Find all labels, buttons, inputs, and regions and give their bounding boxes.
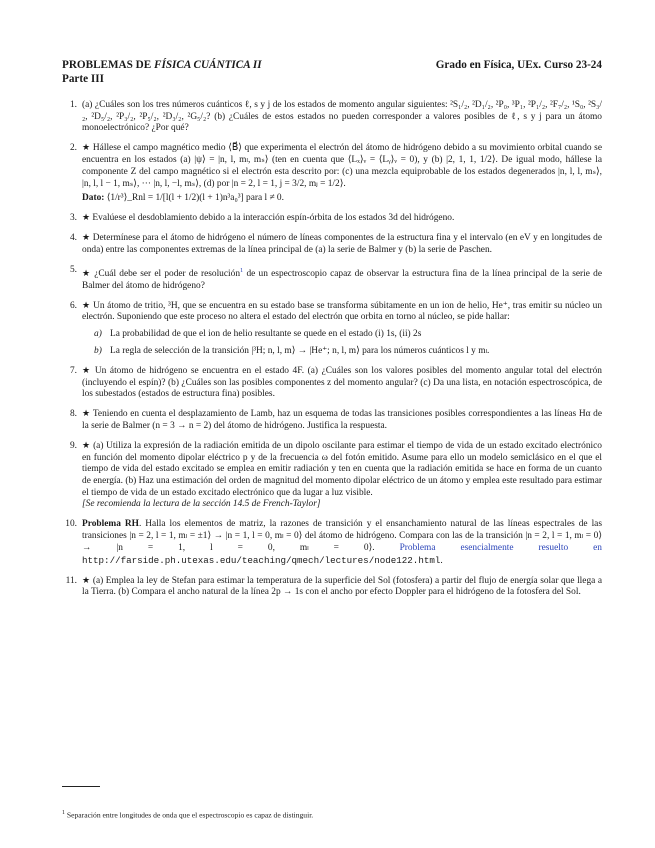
problem-data-line <box>82 193 602 205</box>
solution-url[interactable]: http://farside.ph.utexas.edu/teaching/qmech/lectures/node122.html <box>82 554 441 566</box>
subitem-label: a) <box>94 329 102 340</box>
course-label: Grado en Física, UEx. Curso 23-24 <box>435 59 602 71</box>
problem-text: Un átomo de tritio, ³H, que se encuentra en su estado base se transforma súbitamente en un ion de helio, He⁺, tras emitir su núcleo un electrón. Suponiendo que este proceso no altera el estado del electrón que orbita en torno al núcleo, se pide hallar: <box>82 300 603 323</box>
problem-number: 5. <box>69 264 77 275</box>
problem-8 <box>62 409 602 432</box>
footnote <box>62 808 602 821</box>
subitem-b <box>82 346 602 358</box>
star-icon: ★ <box>82 143 91 154</box>
problem-number: 2. <box>69 143 77 154</box>
problem-text: Un átomo de hidrógeno se encuentra en el estado 4F. (a) ¿Cuáles son los valores posibles del momento angular total del electrón (incluyendo el espín)? (b) ¿Cuáles son las posibles componentes z del momento angular? (c) Da una lista, en notación espectroscópica, de los subestados (estados de estructura fina) posibles. <box>82 365 602 400</box>
data-formula: ⟨1/r³⟩_Rnl = 1/[l(l + 1/2)(l + 1)n³a₀³] para l ≠ 0. <box>106 193 284 204</box>
problem-4 <box>62 233 602 256</box>
star-icon: ★ <box>82 300 91 311</box>
footnote-mark: 1 <box>62 810 65 816</box>
problem-number: 8. <box>69 409 77 420</box>
problem-bold-title: Problema RH <box>82 519 139 530</box>
problem-text: Evalúese el desdoblamiento debido a la interacción espín-órbita de los estados 3d del hidrógeno. <box>92 213 455 224</box>
problem-number: 7. <box>69 365 77 376</box>
problem-7 <box>62 366 602 401</box>
footnote-rule <box>62 786 100 787</box>
document-title: PROBLEMAS DE FÍSICA CUÁNTICA II Parte III <box>62 59 262 85</box>
subitem-text: La probabilidad de que el ion de helio resultante se quede en el estado (i) 1s, (ii) 2s <box>110 329 422 340</box>
problem-text: Hállese el campo magnético medio ⟨B⃗⟩ que experimenta el electrón del átomo de hidrógeno debido a su movimiento orbital cuando se encuentra en los estados (a) |ψ⟩ = |n, l, mₗ, mₛ⟩ (ten en cuenta que ⟨Lₓ⟩ᵥ = ⟨Lᵧ⟩ᵥ = 0), y (b) |2, 1, 1, 1/2⟩. De igual modo, hállese la componente Z del campo magnético si el electrón esta descrito por: (c) una mezcla equiprobable de los estados degenerados |n, l, l, mₛ⟩, |n, l, l − 1, mₛ⟩, ··· |n, l, −l, mₛ⟩, (d) por |n = 2, l = 1, j = 3/2, mⱼ = 1/2⟩. <box>82 143 602 189</box>
data-label: Dato: <box>82 193 105 204</box>
footnote-link[interactable]: 1 <box>240 266 244 274</box>
problem-text: Determínese para el átomo de hidrógeno el número de líneas componentes de la estructura fina y el intervalo (en eV y en longitudes de onda) entre las componentes extremas de la línea principal de (a) la serie de Balmer y (b) la serie de Paschen. <box>82 233 602 255</box>
problem-text: . Halla los elementos de matriz, la razones de transición y el ensanchamiento natural de las líneas espectrales de las transiciones |n = 2, l = 1, mₗ = ±1⟩ → |n = 1, l = 0, mₗ = 0⟩ del átomo de hidrógeno. Compara con las de la transición |n = 2, l = 1, mₗ = 0⟩ → |n = 1, l = 0, mₗ = 0⟩. <box>82 519 602 553</box>
subitem-a <box>82 329 602 341</box>
problem-1 <box>62 100 602 135</box>
subitem-text: La regla de selección de la transición |³H; n, l, m⟩ → |He⁺; n, l, m⟩ para los números cuánticos l y mₗ. <box>110 345 490 356</box>
document-subtitle: Parte III <box>62 73 104 85</box>
problem-number: 10. <box>65 519 77 530</box>
star-icon: ★ <box>82 440 91 451</box>
reading-note: [Se recomienda la lectura de la sección 14.5 de French-Taylor] <box>82 499 321 510</box>
problem-10: 10. Problema RH. Halla los elementos de matriz, la razones de transición y el ensanchamiento natural de las líneas espectrales de las transiciones |n = 2, l = 1, mₗ = ±1⟩ → |n = 1, l = 0, mₗ = 0⟩ del átomo de hidrógeno. Compara con las de la transición |n = 2, l = 1, mₗ = 0⟩ → |n = 1, l = 0, mₗ = 0⟩. Problema esencialmente resuelto en http://farside.ph.utexas.edu/teaching/qmech/lectures/node122.html. <box>62 519 602 567</box>
problem-text: (a) Utiliza la expresión de la radiación emitida de un dipolo oscilante para estimar el tiempo de vida de un estado excitado electrónico en función del momento dipolar eléctrico p y de la frecuencia ω del fotón emitido. Asume para ello un modelo semiclásico en el que el tiempo de vida del estado excitado se emplea en emitir radiación y ten en cuenta que la radiación emitida se hace en forma de un cuanto de energía. (b) Haz una estimación del orden de magnitud del momento dipolar eléctrico de un átomo y emplea este resultado para estimar el tiempo de vida de un estado excitado electrónico que da lugar a luz visible. <box>82 440 602 498</box>
problem-number: 6. <box>69 300 77 311</box>
problem-number: 3. <box>69 213 77 224</box>
solution-link[interactable]: Problema esencialmente resuelto en <box>399 542 602 553</box>
problem-text: (a) ¿Cuáles son los tres números cuánticos ℓ, s y j de los estados de momento angular siguientes: ²S₁/₂, ²D₁/₂, ²P₀, ³P₁, ²P₁/₂, ²F₇/₂, ¹S₀, ²S₃/₂, ²D₅/₂, ²P₃/₂, ²P₅/₂, ²D₃/₂, ²G₅/₂? (b) ¿Cuáles de estos estados no pueden corresponder a valores posibles de ℓ, s y j para un átomo monoelectrónico? ¿Por qué? <box>82 100 602 134</box>
problem-3 <box>62 213 602 225</box>
problem-2 <box>62 143 602 205</box>
star-icon: ★ <box>82 269 91 280</box>
problem-6 <box>62 301 602 358</box>
problem-text: Teniendo en cuenta el desplazamiento de Lamb, haz un esquema de todas las transiciones posibles correspondientes a las líneas Hα de la serie de Balmer (n = 3 → n = 2) del átomo de hidrógeno. Justifica la respuesta. <box>82 409 602 431</box>
problem-text: ¿Cuál debe ser el poder de resolución <box>94 269 241 280</box>
problem-number: 4. <box>69 233 77 244</box>
star-icon: ★ <box>82 409 91 420</box>
problem-5 <box>62 265 602 293</box>
problem-list <box>62 100 602 607</box>
star-icon: ★ <box>82 365 92 376</box>
star-icon: ★ <box>82 575 91 586</box>
problem-11 <box>62 576 602 599</box>
problem-text: (a) Emplea la ley de Stefan para estimar la temperatura de la superficie del Sol (fotosfera) a partir del flujo de energía solar que llega a la Tierra. (b) Compara el ancho natural de la línea 2p → 1s con el ancho por efecto Doppler para el hidrógeno de la fotosfera del Sol. <box>82 575 603 598</box>
star-icon: ★ <box>82 233 91 244</box>
star-icon: ★ <box>82 213 91 224</box>
problem-number: 11. <box>65 575 77 586</box>
problem-number: 9. <box>69 440 77 451</box>
problem-number: 1. <box>69 100 77 110</box>
problem-9 <box>62 441 602 511</box>
footnote-text: Separación entre longitudes de onda que el espectroscopio es capaz de distinguir. <box>66 810 314 820</box>
problem-text-cont: de un espectroscopio capaz de observar la estructura fina de la línea principal de la serie de Balmer del átomo de hidrógeno? <box>82 269 603 291</box>
subitem-label: b) <box>94 345 102 356</box>
